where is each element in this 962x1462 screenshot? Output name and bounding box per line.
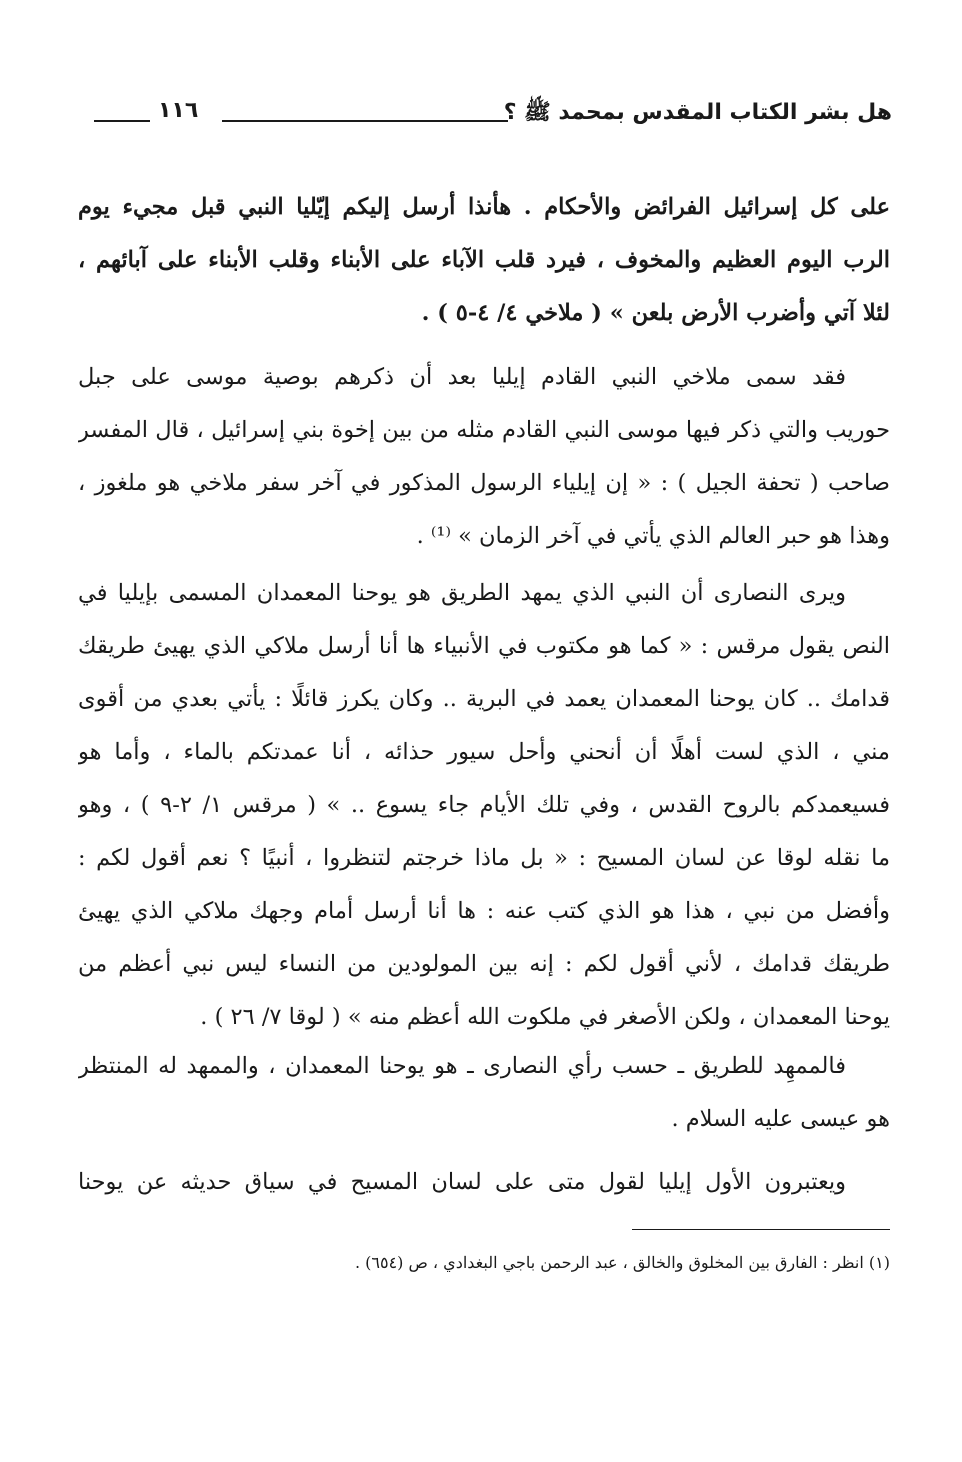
page-number: ١١٦ <box>158 98 199 123</box>
paragraph <box>78 1156 890 1209</box>
text-line: فسيعمدكم بالروح القدس ، وفي تلك الأيام جاء يسوع .. » ( مرقس ١/ ٢-٩ ) ، وهو <box>78 792 890 818</box>
text-line: مني ، الذي لست أهلًا أن أنحني وأحل سيور حذائه ، أنا عمدتكم بالماء ، وأما هو <box>78 739 890 765</box>
text-line: ويرى النصارى أن النبي الذي يمهد الطريق هو يوحنا المعمدان المسمى بإيليا في <box>78 580 846 606</box>
text-line: وأفضل من نبي ، هذا هو الذي كتب عنه : ها أنا أرسل أمام وجهك ملاكي الذي يهيئ <box>78 898 890 924</box>
paragraph <box>78 1040 890 1146</box>
text-line: يوحنا المعمدان ، ولكن الأصغر في ملكوت الله أعظم منه » ( لوقا ٧/ ٢٦ ) . <box>200 1004 890 1030</box>
text-line: ويعتبرون الأول إيليا لقول متى على لسان المسيح في سياق حديثه عن يوحنا <box>78 1169 846 1195</box>
text-line: النص يقول مرقس : « كما هو مكتوب في الأنبياء ها أنا أرسل ملاكي الذي يهيئ طريقك <box>78 633 890 659</box>
text-line: على كل إسرائيل الفرائض والأحكام . هأنذا أرسل إليكم إيّليا النبي قبل مجيء يوم <box>78 194 890 220</box>
running-header-title: هل بشر الكتاب المقدس بمحمد ﷺ ؟ <box>503 100 892 125</box>
text-line: صاحب ( تحفة الجيل ) : « إن إيلياء الرسول المذكور في آخر سفر ملاخي هو ملغوز ، <box>78 470 890 496</box>
footnote-separator <box>632 1229 890 1230</box>
running-header <box>70 96 892 136</box>
text-line: طريقك قدامك ، لأني أقول لكم : إنه بين المولودين من النساء ليس نبي أعظم من <box>78 951 890 977</box>
text-line: حوريب والتي ذكر فيها موسى النبي القادم مثله من بين إخوة بني إسرائيل ، قال المفسر <box>78 417 890 443</box>
text-line: فقد سمى ملاخي النبي القادم إيليا بعد أن ذكرهم بوصية موسى على جبل <box>78 364 846 390</box>
text-line: فالممهِد للطريق ـ حسب رأي النصارى ـ هو يوحنا المعمدان ، والممهد له المنتظر <box>78 1053 846 1079</box>
header-rule <box>94 120 150 122</box>
paragraph <box>78 567 890 1044</box>
header-rule <box>222 120 508 122</box>
text-line: هو عيسى عليه السلام . <box>671 1106 890 1132</box>
paragraph <box>78 181 890 340</box>
paragraph <box>78 351 890 563</box>
footnote: (١) انظر : الفارق بين المخلوق والخالق ، عبد الرحمن باجي البغدادي ، ص (٦٥٤) . <box>354 1253 890 1272</box>
text-line: الرب اليوم العظيم والمخوف ، فيرد قلب الآباء على الأبناء وقلب الأبناء على آبائهم ، <box>78 247 890 273</box>
text-line: وهذا هو حبر العالم الذي يأتي في آخر الزمان » ⁽¹⁾ . <box>416 523 890 549</box>
text-line: قدامك .. كان يوحنا المعمدان يعمد في البرية .. وكان يكرز قائلًا : يأتي بعدي من أقوى <box>78 686 890 712</box>
text-line: ما نقله لوقا عن لسان المسيح : « بل ماذا خرجتم لتنظروا ، أنبيًا ؟ نعم أقول لكم : <box>78 845 890 871</box>
text-line: لئلا آتي وأضرب الأرض بلعن » ( ملاخي ٤/ ٤-٥ ) . <box>421 300 890 326</box>
